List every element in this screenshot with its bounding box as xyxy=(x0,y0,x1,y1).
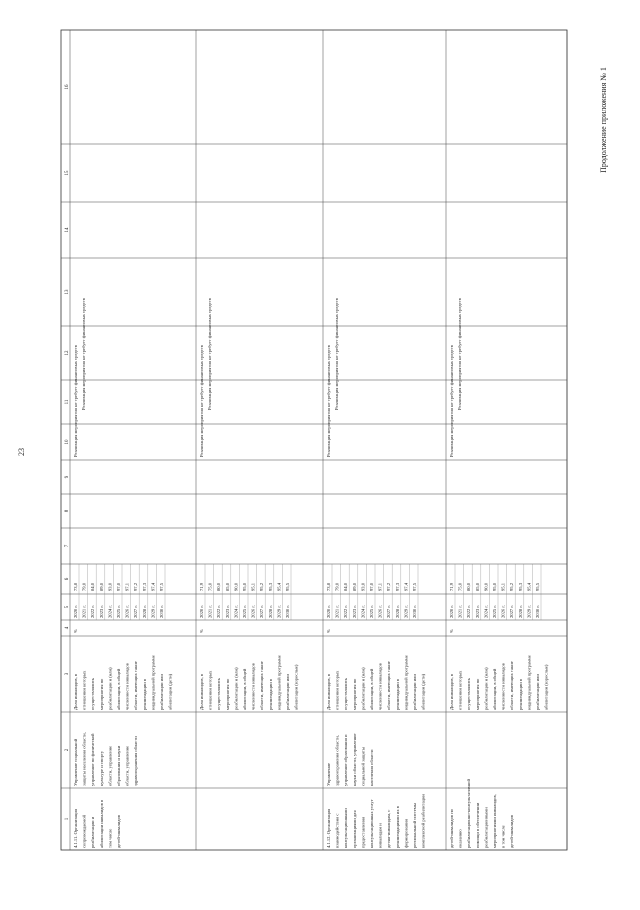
value-cell: 93,0 xyxy=(107,582,113,591)
year-cell: 2022 г. xyxy=(466,605,472,618)
header-number: 15 xyxy=(65,170,70,176)
year-cell: 2022 г. xyxy=(216,605,222,618)
header-number: 14 xyxy=(65,227,70,233)
year-cell: 2027 г. xyxy=(259,605,265,618)
data-table xyxy=(61,30,567,850)
header-number: 11 xyxy=(65,399,70,405)
table-border xyxy=(61,30,567,850)
year-cell: 2023 г. xyxy=(224,605,230,618)
unit-cell: % xyxy=(73,629,78,633)
year-cell: 2022 г. xyxy=(343,605,349,618)
table-header-row xyxy=(65,84,70,820)
value-cell: 95,0 xyxy=(492,582,497,591)
year-cell: 2027 г. xyxy=(509,605,515,618)
value-cell: 95,5 xyxy=(285,582,290,591)
value-cell: 95,3 xyxy=(267,582,273,591)
value-cell: 97,2 xyxy=(133,582,139,591)
value-cell: 89,0 xyxy=(98,582,104,591)
value-cell: 95,5 xyxy=(535,582,540,591)
header-number: 9 xyxy=(65,475,70,479)
event-cell: детей-инвалидов по оказанию реабилитационно-консультативной помощи в обеспечении реабилитационными мероприятиями инвалидов, в том числе детей-инвалидов xyxy=(449,779,515,848)
year-cell: 2030 г. xyxy=(159,605,164,618)
year-cell: 2023 г. xyxy=(98,605,104,618)
value-cell: 95,2 xyxy=(509,582,515,591)
funding-note: Реализация мероприятия не требует финансовых средств xyxy=(326,345,331,457)
header-number: 16 xyxy=(65,84,70,90)
value-cell: 97,3 xyxy=(141,582,147,591)
year-cell: 2028 г. xyxy=(141,605,147,618)
year-cell: 2028 г. xyxy=(394,605,400,618)
year-cell: 2021 г. xyxy=(81,605,87,618)
unit-cell: % xyxy=(326,629,331,633)
value-cell: 95,4 xyxy=(276,582,282,591)
year-cell: 2028 г. xyxy=(517,605,523,618)
year-cell: 2022 г. xyxy=(90,605,96,618)
value-cell: 89,0 xyxy=(351,582,357,591)
value-cell: 73,8 xyxy=(326,582,331,591)
value-cell: 95,2 xyxy=(259,582,265,591)
value-cell: 97,0 xyxy=(369,582,374,591)
value-cell: 93,0 xyxy=(360,582,366,591)
page-number: 23 xyxy=(17,448,26,456)
funding-note: Реализация мероприятия не требует финансовых средств xyxy=(73,345,78,457)
value-cell: 80,0 xyxy=(466,582,472,591)
indicator-cell: Доля инвалидов, в отношении которых осуществлялись мероприятия по реабилитации и (или) абилитации, в общей численности инвалидов области, имеющих такие рекомендации в индивидуальной программе реабилитации или абилитации (дети) xyxy=(73,655,173,710)
funding-note: Реализация мероприятия не требует финансовых средств xyxy=(81,298,86,410)
header-number: 12 xyxy=(65,350,70,356)
value-cell: 97,4 xyxy=(150,582,156,591)
year-cell: 2030 г. xyxy=(412,605,417,618)
table-row xyxy=(199,297,299,710)
value-cell: 95,4 xyxy=(526,582,532,591)
value-cell: 97,5 xyxy=(159,582,164,591)
year-cell: 2023 г. xyxy=(474,605,480,618)
value-cell: 90,0 xyxy=(233,582,239,591)
header-number: 6 xyxy=(65,577,70,581)
funding-note: Реализация мероприятия не требует финансовых средств xyxy=(457,298,462,410)
year-cell: 2029 г. xyxy=(276,605,282,618)
year-cell: 2029 г. xyxy=(526,605,532,618)
header-number: 2 xyxy=(65,748,70,752)
header-number: 7 xyxy=(65,544,70,548)
value-cell: 97,4 xyxy=(403,582,409,591)
value-cell: 97,5 xyxy=(412,582,417,591)
year-cell: 2023 г. xyxy=(351,605,357,618)
value-cell: 75,0 xyxy=(207,582,213,591)
year-cell: 2024 г. xyxy=(107,605,113,618)
value-cell: 75,0 xyxy=(457,582,463,591)
value-cell: 97,1 xyxy=(377,582,383,591)
unit-cell: % xyxy=(199,629,204,633)
indicator-cell: Доля инвалидов, в отношении которых осуществлялись мероприятия по реабилитации и (или) абилитации, в общей численности инвалидов области, имеющих такие рекомендации в индивидуальной программе реабилитации или абилитации (взрослые) xyxy=(199,655,299,710)
event-cell: 4.1.12. Организация взаимодействия с консультационными организациями для предоставления консультационных услуг инвалидам и детям-инвалидам, с рекомендациями их в формировании региональной системы комплексной реабилитации xyxy=(326,794,426,848)
year-cell: 2029 г. xyxy=(403,605,409,618)
value-cell: 85,0 xyxy=(474,582,480,591)
value-cell: 71,9 xyxy=(199,582,204,591)
event-cell: 4.1.11. Организация сопровождаемой реабилитации и абилитации инвалидов в том числе детей-инвалидов xyxy=(73,799,121,848)
table-grid xyxy=(61,30,567,850)
year-cell: 2025 г. xyxy=(369,605,374,618)
value-cell: 90,0 xyxy=(483,582,489,591)
value-cell: 97,0 xyxy=(116,582,121,591)
year-cell: 2026 г. xyxy=(250,605,256,618)
executor-cell: Управление социальной защиты населения области, управление по физической культуре и спорту области, управление образования и науки области, управление здравоохранения области xyxy=(73,732,139,786)
year-cell: 2027 г. xyxy=(386,605,392,618)
year-cell: 2021 г. xyxy=(457,605,463,618)
year-cell: 2020 г. xyxy=(449,605,454,618)
funding-note: Реализация мероприятия не требует финансовых средств xyxy=(449,345,454,457)
header-number: 13 xyxy=(65,289,70,295)
year-cell: 2024 г. xyxy=(483,605,489,618)
value-cell: 95,0 xyxy=(242,582,247,591)
year-cell: 2026 г. xyxy=(377,605,383,618)
value-cell: 79,0 xyxy=(334,582,340,591)
unit-cell: % xyxy=(449,629,454,633)
value-cell: 97,1 xyxy=(124,582,130,591)
value-cell: 95,1 xyxy=(250,582,256,591)
year-cell: 2020 г. xyxy=(73,605,78,618)
value-cell: 71,9 xyxy=(449,582,454,591)
value-cell: 80,0 xyxy=(216,582,222,591)
year-cell: 2026 г. xyxy=(500,605,506,618)
year-cell: 2025 г. xyxy=(492,605,497,618)
year-cell: 2021 г. xyxy=(334,605,340,618)
indicator-cell: Доля инвалидов, в отношении которых осуществлялись мероприятия по реабилитации и (или) абилитации, в общей численности инвалидов области, имеющих такие рекомендации в индивидуальной программе реабилитации или абилитации (взрослые) xyxy=(449,655,549,710)
header-number: 3 xyxy=(65,672,70,676)
year-cell: 2027 г. xyxy=(133,605,139,618)
year-cell: 2029 г. xyxy=(150,605,156,618)
year-cell: 2030 г. xyxy=(285,605,290,618)
value-cell: 85,0 xyxy=(224,582,230,591)
header-number: 8 xyxy=(65,509,70,513)
executor-cell: Управление здравоохранения области, управление образования и науки области, управление социальной защиты населения области xyxy=(326,733,374,786)
year-cell: 2030 г. xyxy=(535,605,540,618)
value-cell: 95,1 xyxy=(500,582,506,591)
value-cell: 73,8 xyxy=(73,582,78,591)
value-cell: 97,3 xyxy=(394,582,400,591)
year-cell: 2028 г. xyxy=(267,605,273,618)
year-cell: 2020 г. xyxy=(199,605,204,618)
year-cell: 2021 г. xyxy=(207,605,213,618)
value-cell: 84,0 xyxy=(343,582,349,591)
indicator-cell: Доля инвалидов, в отношении которых осуществлялись мероприятия по реабилитации и (или) абилитации, в общей численности инвалидов области, имеющих такие рекомендации в индивидуальной программе реабилитации или абилитации (дети) xyxy=(326,655,426,710)
header-number: 4 xyxy=(65,626,70,630)
year-cell: 2024 г. xyxy=(360,605,366,618)
year-cell: 2024 г. xyxy=(233,605,239,618)
header-number: 5 xyxy=(65,605,70,609)
funding-note: Реализация мероприятия не требует финансовых средств xyxy=(207,298,212,410)
appendix-title: Продолжение приложения № 1 xyxy=(599,67,608,173)
value-cell: 84,0 xyxy=(90,582,96,591)
year-cell: 2026 г. xyxy=(124,605,130,618)
header-number: 10 xyxy=(65,439,70,445)
year-cell: 2020 г. xyxy=(326,605,331,618)
value-cell: 97,2 xyxy=(386,582,392,591)
value-cell: 95,3 xyxy=(517,582,523,591)
value-cell: 79,0 xyxy=(81,582,87,591)
header-number: 1 xyxy=(65,817,70,821)
year-cell: 2025 г. xyxy=(242,605,247,618)
funding-note: Реализация мероприятия не требует финансовых средств xyxy=(199,345,204,457)
funding-note: Реализация мероприятия не требует финансовых средств xyxy=(334,298,339,410)
year-cell: 2025 г. xyxy=(116,605,121,618)
